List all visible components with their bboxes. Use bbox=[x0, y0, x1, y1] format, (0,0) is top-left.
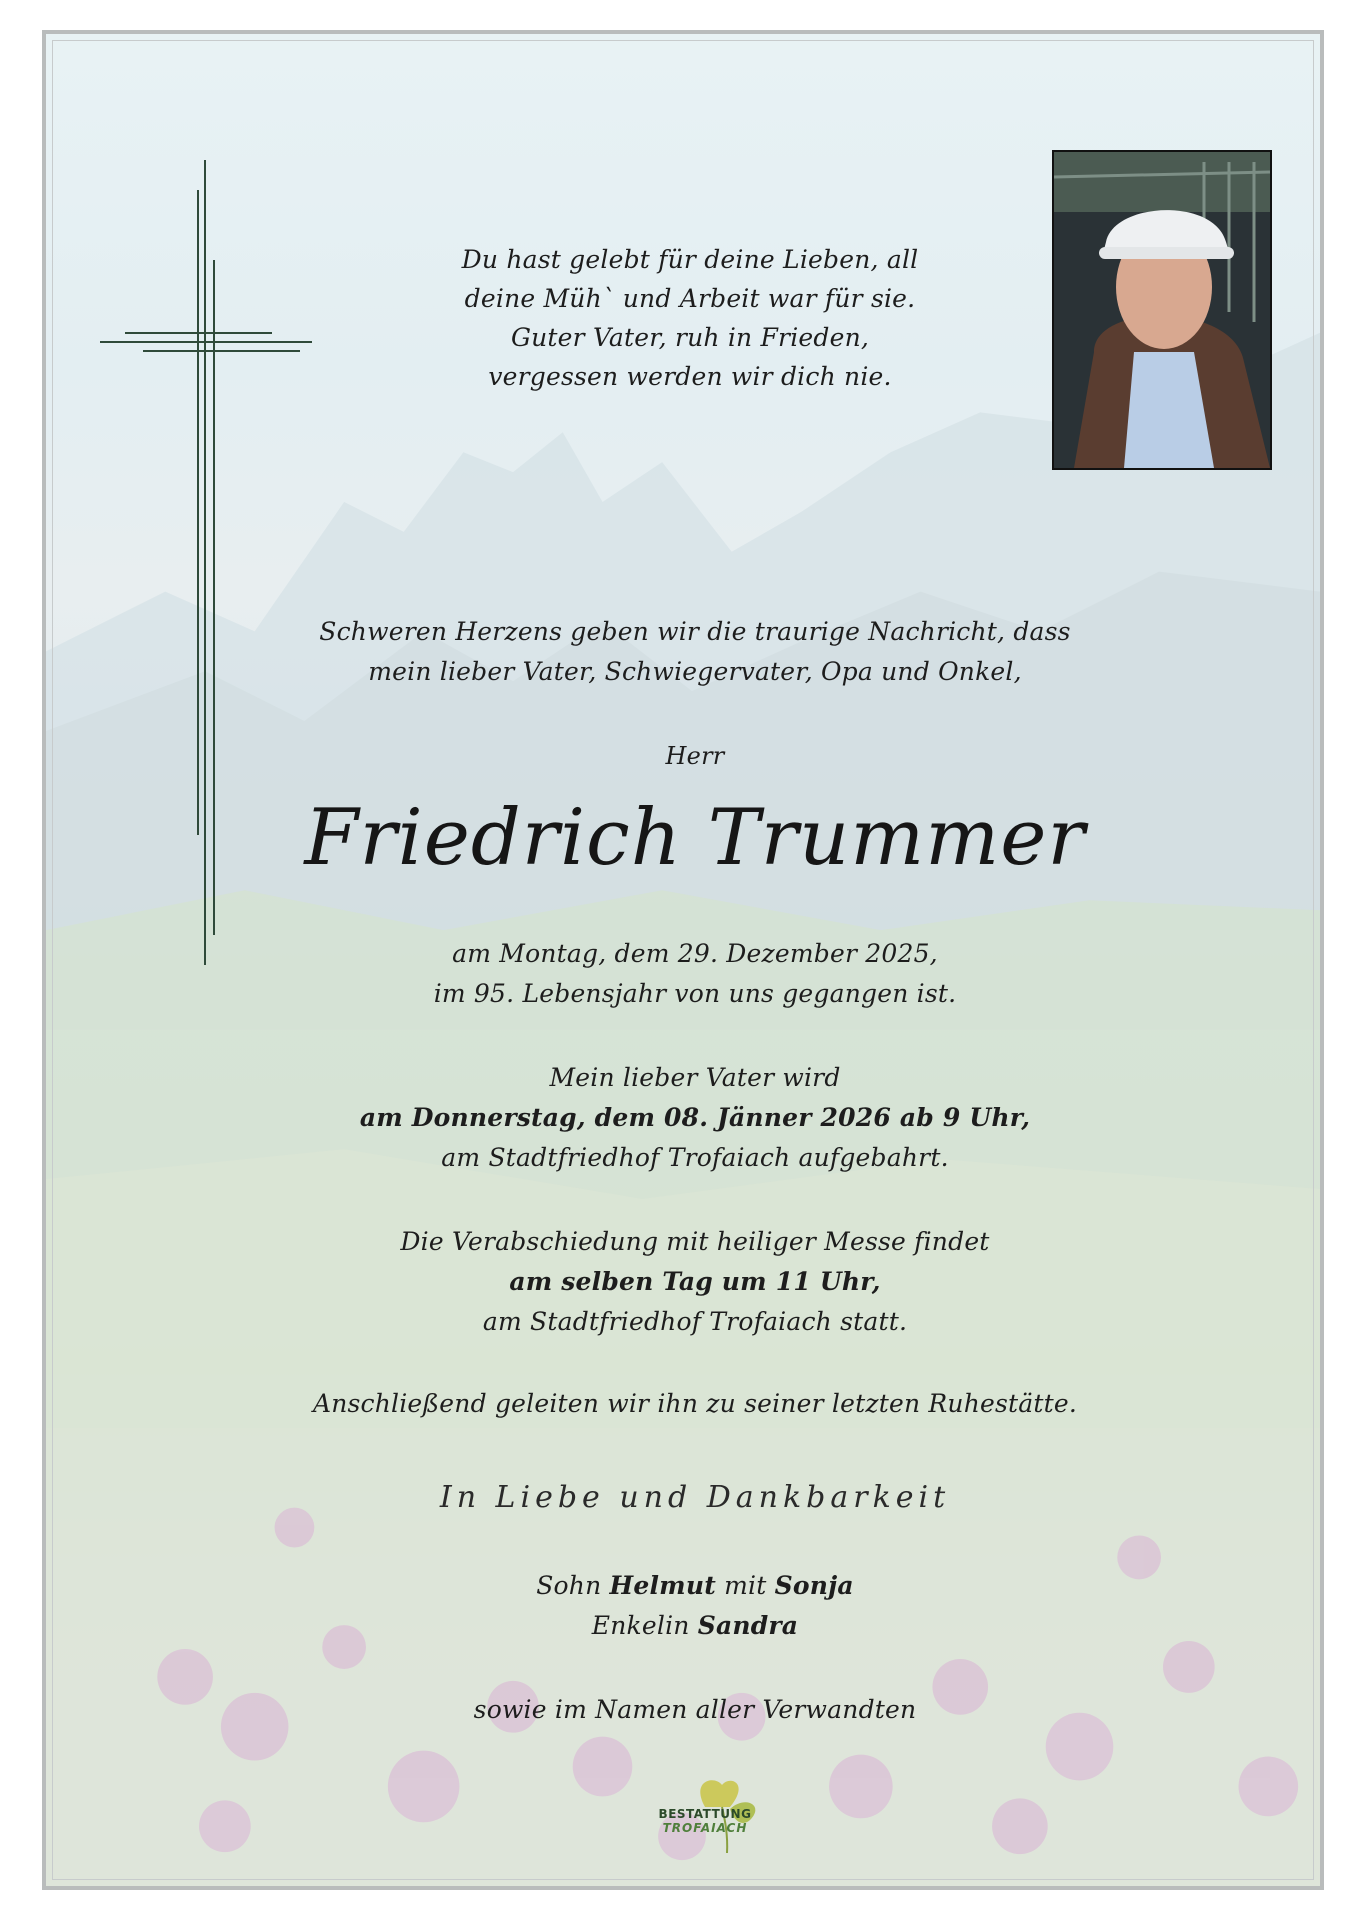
viewing-info bbox=[250, 1058, 1140, 1178]
death-line: am Montag, dem 29. Dezember 2025, bbox=[452, 939, 938, 968]
intro-line: mein lieber Vater, Schwiegervater, Opa und Onkel, bbox=[368, 657, 1022, 686]
viewing-line: Mein lieber Vater wird bbox=[549, 1063, 841, 1092]
son-partner: Sonja bbox=[774, 1571, 854, 1600]
death-line: im 95. Lebensjahr von uns gegangen ist. bbox=[433, 979, 957, 1008]
logo-line2: TROFAIACH bbox=[662, 1821, 748, 1835]
grand-prefix: Enkelin bbox=[591, 1611, 698, 1640]
mourner-granddaughter bbox=[250, 1606, 1140, 1646]
mourner-son bbox=[250, 1566, 1140, 1606]
farewell-time: am selben Tag um 11 Uhr, bbox=[509, 1267, 881, 1296]
thanks-line: In Liebe und Dankbarkeit bbox=[439, 1480, 951, 1515]
poem-line: vergessen werden wir dich nie. bbox=[488, 362, 892, 391]
poem-line: deine Müh` und Arbeit war für sie. bbox=[464, 284, 916, 313]
death-date bbox=[250, 934, 1140, 1014]
funeral-home-logo bbox=[630, 1775, 790, 1855]
poem-line: Guter Vater, ruh in Frieden, bbox=[510, 323, 870, 352]
mourners bbox=[250, 1566, 1140, 1646]
grand-name: Sandra bbox=[697, 1611, 799, 1640]
farewell-place: am Stadtfriedhof Trofaiach statt. bbox=[482, 1307, 908, 1336]
portrait-photo bbox=[1052, 150, 1272, 470]
poem-line: Du hast gelebt für deine Lieben, all bbox=[461, 245, 919, 274]
memorial-poem bbox=[410, 240, 970, 396]
intro-line: Schweren Herzens geben wir die traurige Nachricht, dass bbox=[319, 617, 1071, 646]
viewing-place: am Stadtfriedhof Trofaiach aufgebahrt. bbox=[441, 1143, 949, 1172]
relatives-line: sowie im Namen aller Verwandten bbox=[473, 1695, 917, 1724]
honorific: Herr bbox=[665, 742, 725, 770]
burial-text: Anschließend geleiten wir ihn zu seiner letzten Ruhestätte. bbox=[312, 1389, 1078, 1418]
son-name: Helmut bbox=[609, 1571, 716, 1600]
announcement-intro bbox=[250, 612, 1140, 692]
son-with: mit bbox=[715, 1571, 775, 1600]
logo-line1: BESTATTUNG bbox=[658, 1807, 752, 1821]
son-prefix: Sohn bbox=[536, 1571, 610, 1600]
viewing-date: am Donnerstag, dem 08. Jänner 2026 ab 9 Uhr, bbox=[359, 1103, 1031, 1132]
deceased-name: Friedrich Trummer bbox=[304, 793, 1086, 883]
farewell-info bbox=[250, 1222, 1140, 1342]
farewell-line: Die Verabschiedung mit heiliger Messe findet bbox=[400, 1227, 990, 1256]
